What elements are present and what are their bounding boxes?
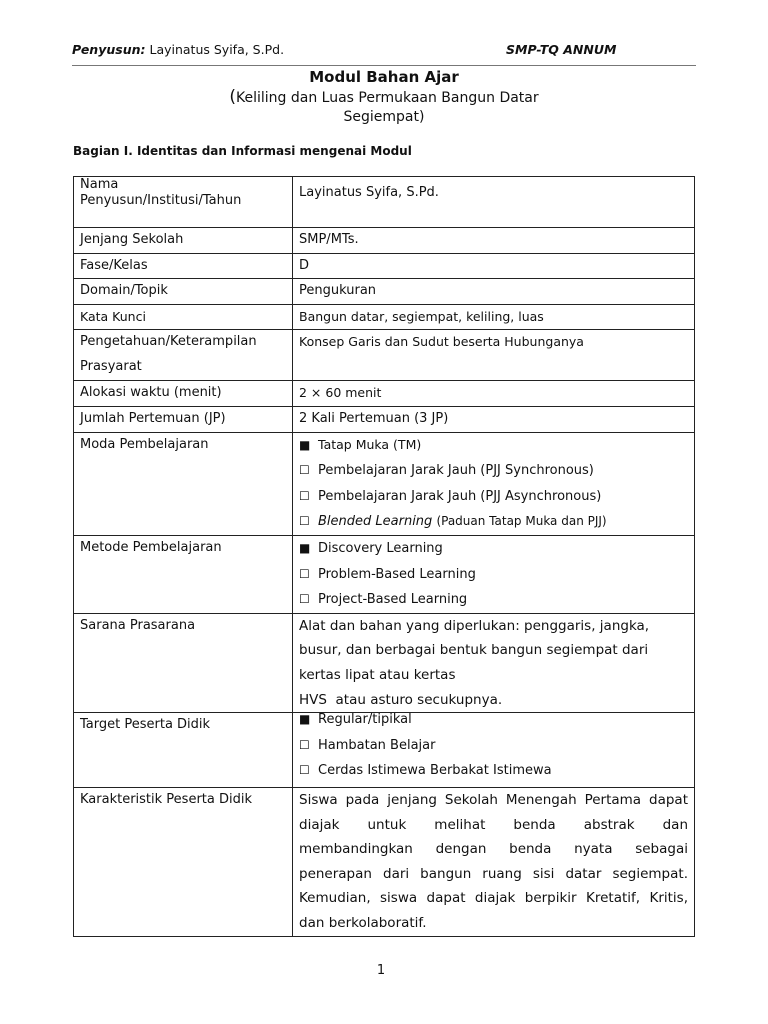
option-label: Regular/tipikal — [318, 712, 412, 728]
option-label: Problem-Based Learning — [318, 566, 476, 582]
row-key: Metode Pembelajaran — [74, 535, 293, 613]
text-line: membandingkan dengan benda nyata sebagai — [299, 841, 688, 858]
table-row — [74, 788, 695, 937]
option-item — [299, 562, 688, 588]
module-identity-table — [73, 176, 695, 937]
option-label: Project-Based Learning — [318, 592, 468, 608]
row-key: Jumlah Pertemuan (JP) — [74, 406, 293, 432]
table-row — [74, 177, 695, 228]
section-heading: Bagian I. Identitas dan Informasi mengenai Modul — [73, 144, 412, 158]
school-name: SMP-TQ ANNUM — [506, 42, 617, 57]
empty-checkbox-icon: ☐ — [299, 463, 310, 478]
empty-checkbox-icon: ☐ — [299, 592, 310, 607]
row-value — [293, 432, 695, 535]
option-label: Cerdas Istimewa Berbakat Istimewa — [318, 763, 552, 779]
page-subtitle — [180, 88, 588, 127]
table-row — [74, 432, 695, 535]
row-key-line: Prasyarat — [80, 358, 142, 374]
option-item — [299, 536, 688, 562]
text-line: diajak untuk melihat benda abstrak dan — [299, 816, 688, 833]
row-key: Jenjang Sekolah — [74, 228, 293, 254]
row-key: Domain/Topik — [74, 279, 293, 305]
option-note: (Paduan Tatap Muka dan PJJ) — [436, 514, 607, 529]
text-line: Siswa pada jenjang Sekolah Menengah Pertama dapat — [299, 792, 688, 809]
table-row — [74, 330, 695, 381]
author-label: Penyusun: — [72, 42, 146, 57]
option-item — [299, 733, 688, 759]
row-value: Pengukuran — [293, 279, 695, 305]
text-line: kertas lipat atau kertas — [299, 666, 456, 683]
filled-square-icon: ■ — [299, 540, 311, 555]
text-line: Kemudian, siswa dapat diajak berpikir Kretatif, Kritis, — [299, 890, 688, 907]
page-number: 1 — [376, 963, 386, 978]
header-divider — [72, 65, 696, 66]
subtitle-open-paren: ( — [229, 87, 236, 107]
empty-checkbox-icon: ☐ — [299, 737, 310, 752]
row-key: Karakteristik Peserta Didik — [74, 788, 293, 937]
empty-checkbox-icon: ☐ — [299, 488, 310, 503]
page-title: Modul Bahan Ajar — [309, 68, 459, 86]
empty-checkbox-icon: ☐ — [299, 566, 310, 581]
text-line: busur, dan berbagai bentuk bangun segiempat dari — [299, 642, 649, 659]
option-label: Discovery Learning — [318, 540, 443, 556]
row-key: Alokasi waktu (menit) — [74, 381, 293, 407]
option-item — [299, 509, 688, 535]
filled-square-icon: ■ — [299, 712, 311, 727]
table-row — [74, 381, 695, 407]
option-item — [299, 458, 688, 484]
text-line: dan berkolaboratif. — [299, 915, 427, 932]
row-value — [293, 535, 695, 613]
option-label: Pembelajaran Jarak Jauh (PJJ Synchronous) — [318, 463, 594, 479]
empty-checkbox-icon: ☐ — [299, 763, 310, 778]
option-item — [299, 484, 688, 510]
table-row — [74, 713, 695, 788]
table-row — [74, 279, 695, 305]
row-key — [74, 177, 293, 228]
author-name: Layinatus Syifa, S.Pd. — [149, 42, 285, 57]
row-value: 2 × 60 menit — [293, 381, 695, 407]
row-value — [293, 713, 695, 788]
option-label: Blended Learning — [318, 514, 433, 530]
subtitle-line-2: Segiempat) — [343, 109, 425, 125]
row-key: Moda Pembelajaran — [74, 432, 293, 535]
filled-square-icon: ■ — [299, 437, 311, 452]
option-label: Tatap Muka (TM) — [318, 436, 422, 452]
option-item — [299, 433, 688, 459]
table-row — [74, 613, 695, 712]
row-value — [293, 613, 695, 712]
row-key — [74, 330, 293, 381]
row-key-line: Penyusun/Institusi/Tahun — [80, 192, 242, 208]
table-row — [74, 535, 695, 613]
row-value: D — [293, 253, 695, 279]
table-row — [74, 253, 695, 279]
row-value: 2 Kali Pertemuan (3 JP) — [293, 406, 695, 432]
row-key-line: Nama — [80, 177, 119, 192]
row-value: SMP/MTs. — [293, 228, 695, 254]
option-label: Hambatan Belajar — [318, 737, 436, 753]
subtitle-line-1: Keliling dan Luas Permukaan Bangun Datar — [235, 90, 539, 106]
row-key: Kata Kunci — [74, 304, 293, 330]
row-value: Bangun datar, segiempat, keliling, luas — [293, 304, 695, 330]
row-value — [293, 177, 695, 228]
table-row — [74, 228, 695, 254]
row-value-text: Layinatus Syifa, S.Pd. — [299, 185, 439, 200]
row-key-line: Pengetahuan/Keterampilan — [80, 334, 257, 350]
option-label: Pembelajaran Jarak Jauh (PJJ Asynchronous) — [318, 488, 602, 504]
row-key: Target Peserta Didik — [74, 713, 293, 788]
row-key: Sarana Prasarana — [74, 613, 293, 712]
empty-checkbox-icon: ☐ — [299, 514, 310, 529]
table-row — [74, 304, 695, 330]
text-line: HVS atau asturo secukupnya. — [299, 691, 503, 708]
option-item — [299, 758, 688, 784]
text-line: Alat dan bahan yang diperlukan: penggaris, jangka, — [299, 617, 650, 634]
table-row — [74, 406, 695, 432]
page-header — [72, 42, 696, 62]
row-key: Fase/Kelas — [74, 253, 293, 279]
row-value — [293, 788, 695, 937]
option-item — [299, 587, 688, 613]
row-value: Konsep Garis dan Sudut beserta Hubunganya — [293, 330, 695, 381]
text-line: penerapan dari bangun ruang sisi datar segiempat. — [299, 865, 688, 882]
